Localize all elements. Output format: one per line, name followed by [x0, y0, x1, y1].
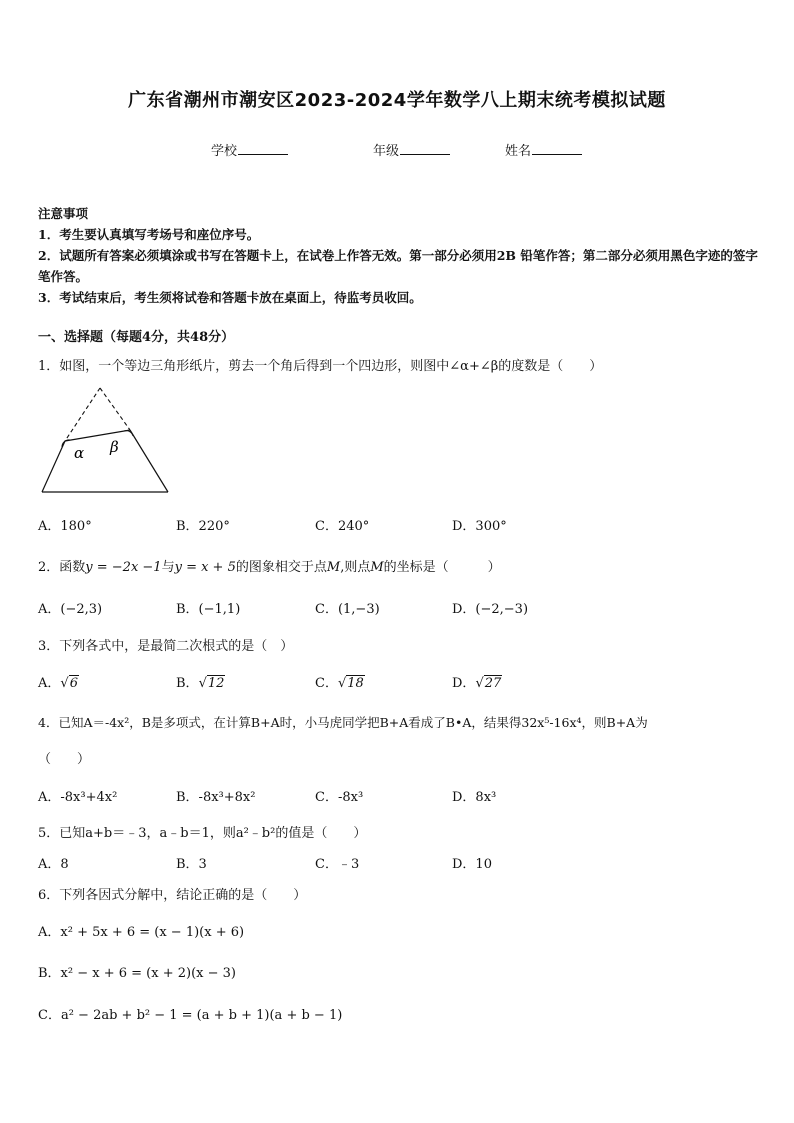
dashed-left-edge	[65, 388, 100, 441]
beta-label: β	[110, 438, 119, 456]
q3-option-letter: B．	[176, 676, 199, 691]
q1-option-b: B．220°	[176, 519, 230, 534]
triangle-left-side	[42, 441, 65, 492]
q6-option-a: A．x² + 5x + 6 = (x − 1)(x + 6)	[38, 925, 245, 940]
q3-radicand: 18	[347, 676, 364, 691]
q4-option-b: B．-8x³+8x²	[176, 790, 256, 805]
triangle-right-side	[130, 430, 168, 492]
note-item: 3．考试结束后，考生须将试卷和答题卡放在桌面上，待监考员收回。	[38, 290, 422, 305]
note-item: 1．考生要认真填写考场号和座位序号。	[38, 227, 260, 242]
beta-arc	[124, 431, 133, 436]
q3-option-letter: A．	[38, 676, 61, 691]
q2-option-b: B．(−1,1)	[176, 602, 241, 617]
exam-title: 广东省潮州市潮安区2023-2024学年数学八上期末统考模拟试题	[128, 90, 666, 111]
notes-heading: 注意事项	[38, 206, 89, 221]
sqrt-symbol: √27	[475, 676, 502, 691]
grade-blank	[400, 142, 450, 155]
q2-stem-part: 2．函数	[38, 560, 86, 575]
sqrt-symbol: √12	[198, 676, 225, 691]
q2-point: M	[370, 560, 384, 575]
q4-option-a: A．-8x³+4x²	[38, 790, 118, 805]
q4-option-d: D．8x³	[452, 790, 497, 805]
cut-line	[65, 430, 130, 441]
q3-radicand: 27	[484, 676, 502, 691]
question-4-paren: （ ）	[38, 752, 91, 767]
question-2-stem	[38, 556, 501, 575]
question-6-stem: 6．下列各因式分解中，结论正确的是（ ）	[38, 888, 307, 903]
sqrt-symbol: √18	[337, 676, 364, 691]
q3-radicand: 12	[207, 676, 225, 691]
notes-block	[38, 203, 758, 308]
q3-option-b	[176, 672, 225, 691]
question-1-stem: 1．如图，一个等边三角形纸片，剪去一个角后得到一个四边形，则图中∠α+∠β的度数是（ ）	[38, 359, 603, 374]
q5-option-c: C．﹣3	[315, 857, 360, 872]
q3-option-a	[38, 672, 79, 691]
grade-field	[373, 140, 450, 159]
q3-option-c	[315, 672, 365, 691]
q3-option-letter: C．	[315, 676, 338, 691]
q2-equation-1: y = −2x −1	[85, 560, 162, 575]
q5-option-a: A．8	[38, 857, 69, 872]
q2-point: M	[326, 560, 341, 575]
name-blank	[532, 142, 582, 155]
note-item: 2．试题所有答案必须填涂或书写在答题卡上，在试卷上作答无效。第一部分必须用2B 铅笔作答；第二部分必须用黑色字迹的签字笔作答。	[38, 248, 758, 284]
q2-equation-2: y = x + 5	[174, 560, 236, 575]
q1-option-a: A．180°	[38, 519, 92, 534]
q3-option-d	[452, 672, 502, 691]
school-field	[211, 140, 288, 159]
q3-option-letter: D．	[452, 676, 476, 691]
school-blank	[238, 142, 288, 155]
alpha-label: α	[74, 444, 85, 462]
q1-option-c: C．240°	[315, 519, 370, 534]
question-4-stem: 4．已知A＝-4x²，B是多项式，在计算B+A时，小马虎同学把B+A看成了B•A，结果得32x⁵-16x⁴，则B+A为	[38, 715, 648, 730]
q3-radicand: 6	[69, 676, 78, 691]
q5-option-d: D．10	[452, 857, 492, 872]
q2-stem-part: 的图象相交于点	[235, 560, 327, 575]
q4-option-c: C．-8x³	[315, 790, 364, 805]
q2-option-d: D．(−2,−3)	[452, 602, 529, 617]
name-field	[505, 140, 582, 159]
name-label: 姓名	[505, 144, 532, 159]
grade-label: 年级	[373, 144, 400, 159]
question-3-stem: 3．下列各式中，是最简二次根式的是（ ）	[38, 639, 294, 654]
q2-option-a: A．(−2,3)	[38, 602, 103, 617]
q2-stem-part: 与	[161, 560, 175, 575]
q6-option-b: B．x² − x + 6 = (x + 2)(x − 3)	[38, 966, 236, 981]
q6-option-c: C．a² − 2ab + b² − 1 = (a + b + 1)(a + b − 1)	[38, 1008, 343, 1023]
q2-stem-part: 的坐标是（ ）	[383, 560, 501, 575]
triangle-figure	[36, 384, 176, 496]
school-label: 学校	[211, 144, 238, 159]
dashed-right-edge	[100, 388, 130, 430]
q5-option-b: B．3	[176, 857, 207, 872]
q2-option-c: C．(1,−3)	[315, 602, 380, 617]
q2-stem-part: ,则点	[340, 560, 371, 575]
q1-option-d: D．300°	[452, 519, 507, 534]
section-heading: 一、选择题（每题4分，共48分）	[38, 330, 235, 345]
sqrt-symbol: √6	[60, 676, 78, 691]
question-5-stem: 5．已知a+b＝﹣3，a﹣b＝1，则a²﹣b²的值是（ ）	[38, 826, 367, 841]
